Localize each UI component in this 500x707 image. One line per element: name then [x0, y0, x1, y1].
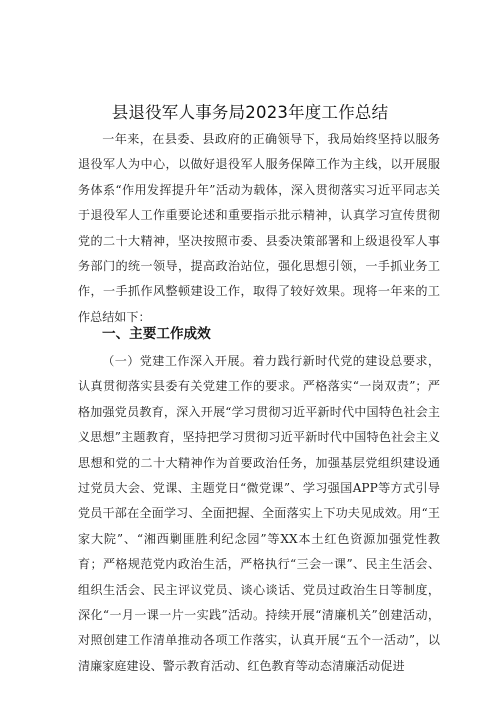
intro-paragraph: 一年来，在县委、县政府的正确领导下，我局始终坚持以服务退役军人为中心，以做好退役军人服务保障工作为主线，以开展服务体系“作用发挥提升年”活动为载体，深入贯彻落实习近平同志关于退役军人工作重要论述和重要指示批示精神，认真学习宣传贯彻党的二十大精神，坚决按照市委、县委决策部署和上级退役军人事务部门的统一领导，提高政治站位，强化思想引领，一手抓业务工作，一手抓作风整顿建设工作，取得了较好效果。现将一年来的工作总结如下： — [78, 132, 440, 324]
document-title: 县退役军人事务局2023年度工作总结 — [111, 103, 389, 123]
section-heading-main-achievements: 一、主要工作成效 — [102, 326, 211, 342]
party-building-text: 着力践行新时代党的建设总要求，认真贯彻落实县委有关党建工作的要求。严格落实“一岗双责”；严格加强党员教育，深入开展“学习贯彻习近平新时代中国特色社会主义思想”主题教育，坚持把学习贯彻习近平新时代中国特色社会主义思想和党的二十大精神作为首要政治任务，加强基层党组织建设通过党员大会、党课、主题党日“微党课”、学习强国APP等方式引导党员干部在全面学习、全面把握、全面落实上下功夫见成效。用“王家大院”、“湘西剿匪胜利纪念园”等XX本土红色资源加强党性教育；严格规范党内政治生活，严格执行“三会一课”、民主生活会、组织生活会、民主评议党员、谈心谈话、党员过政治生日等制度，深化“一月一课一片一实践”活动。持续开展“清廉机关”创建活动，对照创建工作清单推动各项工作落实，认真开展“五个一活动”，以清廉家庭建设、警示教育活动、红色教育等动态清廉活动促进 — [78, 354, 440, 673]
party-building-paragraph — [78, 349, 440, 679]
party-building-lead: （一）党建工作深入开展。 — [102, 354, 253, 368]
